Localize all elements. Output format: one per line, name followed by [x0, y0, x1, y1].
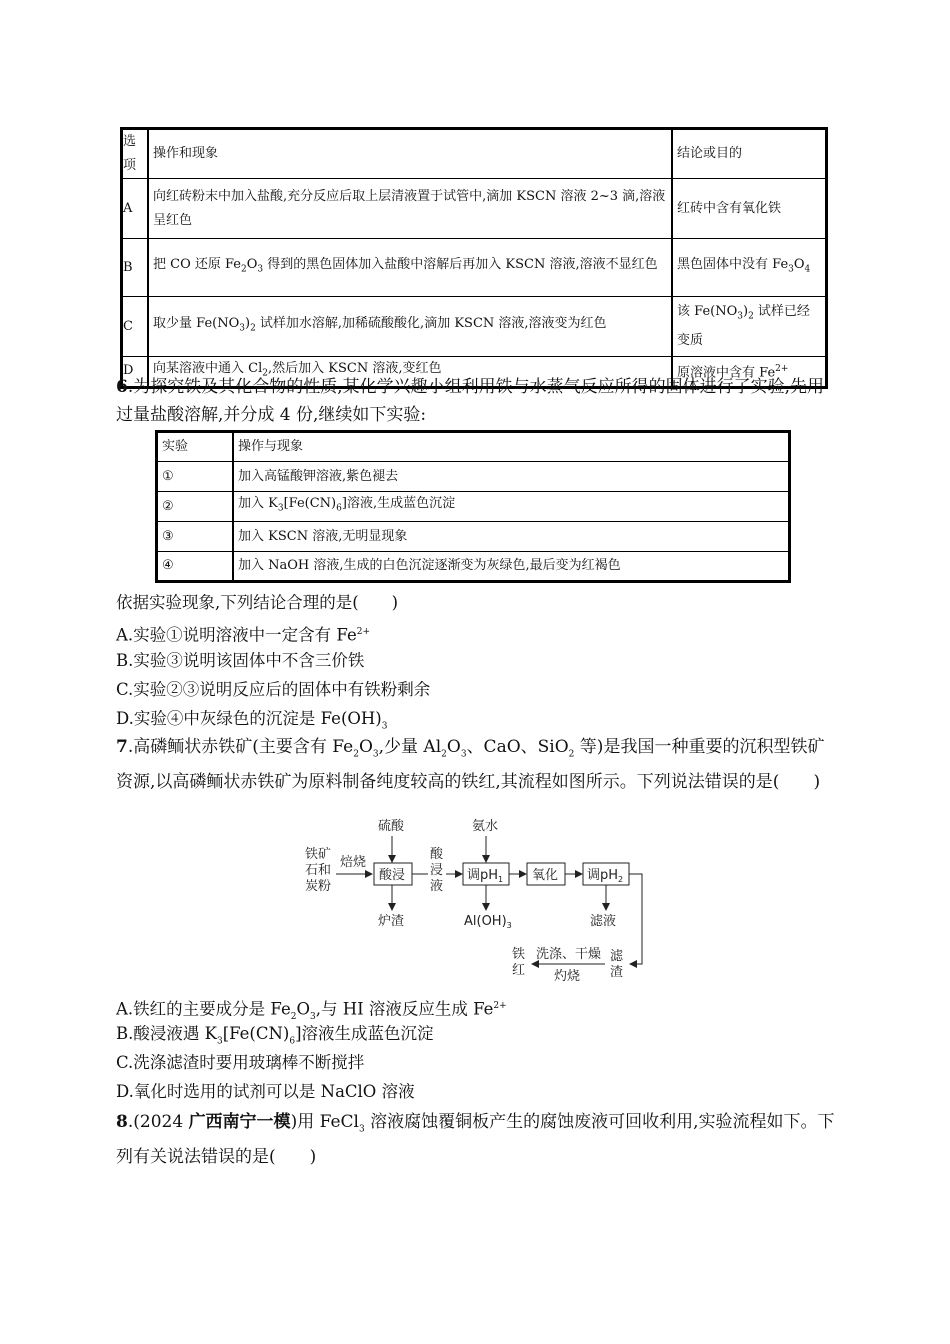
aluminum-hydroxide-label: $Al(OH)_3$ [464, 914, 512, 930]
table-row: ③ 加入 KSCN 溶液,无明显现象 [157, 522, 790, 552]
slag-label: 炉渣 [378, 914, 405, 929]
table-row: ② 加入 $K_3[Fe(CN)_6]$溶液,生成蓝色沉淀 [157, 492, 790, 522]
filtrate-label: 滤液 [590, 914, 617, 929]
question-6-stem: 依据实验现象,下列结论合理的是( ) [116, 593, 399, 612]
q7-option-d[interactable]: D.氧化时选用的试剂可以是 NaClO 溶液 [116, 1082, 415, 1101]
roast-label: 焙烧 [340, 855, 367, 870]
table-row: ① 加入高锰酸钾溶液,紫色褪去 [157, 462, 790, 492]
q6-option-b[interactable]: B.实验③说明该固体中不含三价铁 [116, 651, 365, 670]
question-7: 7.高磷鲕状赤铁矿(主要含有 $Fe_2O_3$,少量 $Al_2O_3$、CaO、SiO$_2$ 等)是我国一种重要的沉积型铁矿资源,以高磷鲕状赤铁矿为原料制备纯度较高的铁红,其流程如图所示。下列说法错误的是( ) [116, 737, 825, 793]
table-row: ④ 加入 NaOH 溶液,生成的白色沉淀逐渐变为灰绿色,最后变为红褐色 [157, 552, 790, 582]
sulfuric-acid-label: 硫酸 [378, 819, 405, 834]
row-operation: 向红砖粉末中加入盐酸,充分反应后取上层清液置于试管中,滴加 KSCN 溶液 2~3 滴,溶液呈红色 [148, 179, 672, 239]
residue-label: 渣 [610, 965, 624, 980]
wash-dry-label: 洗涤、干燥 [536, 947, 602, 962]
row-conclusion: 原溶液中含有 $Fe^{2+}$ [672, 357, 827, 388]
experiment-table [155, 430, 791, 583]
oxidation-label: 氧化 [532, 868, 559, 883]
table-row [122, 179, 827, 239]
question-8: 8.(2024 广西南宁一模)用 FeCl$_3$ 溶液腐蚀覆铜板产生的腐蚀废液可回收利用,实验流程如下。下列有关说法错误的是( ) [116, 1112, 835, 1168]
row-conclusion: 该 $Fe(NO_3)_2$ 试样已经变质 [672, 297, 827, 357]
process-flow-diagram [300, 812, 650, 992]
row-option: B [122, 239, 149, 297]
row-option: A [122, 179, 149, 239]
row-operation: 把 CO 还原 $Fe_2O_3$ 得到的黑色固体加入盐酸中溶解后再加入 KSCN 溶液,溶液不显红色 [148, 239, 672, 297]
ore-label: 石和 [305, 863, 332, 878]
q6-option-d[interactable]: D.实验④中灰绿色的沉淀是 $Fe(OH)_3$ [116, 709, 388, 732]
row-option: C [122, 297, 149, 357]
ore-label: 炭粉 [305, 879, 332, 894]
options-table [120, 127, 828, 389]
header-option: 选项 [122, 129, 149, 179]
q6-option-a[interactable]: A.实验①说明溶液中一定含有 $Fe^{2+}$ [116, 625, 370, 645]
iron-red-label: 铁 [512, 947, 526, 962]
header-experiment: 实验 [157, 432, 234, 462]
ore-label: 铁矿 [305, 847, 332, 862]
row-operation: 取少量 $Fe(NO_3)_2$ 试样加水溶解,加稀硫酸酸化,滴加 KSCN 溶液,溶液变为红色 [148, 297, 672, 357]
row-conclusion: 黑色固体中没有 $Fe_3O_4$ [672, 239, 827, 297]
header-conclusion: 结论或目的 [672, 129, 827, 179]
q7-option-b[interactable]: B.酸浸液遇 $K_3[Fe(CN)_6]$溶液生成蓝色沉淀 [116, 1024, 434, 1047]
row-operation: 向某溶液中通入 $Cl_2$,然后加入 KSCN 溶液,变红色 [148, 357, 672, 388]
residue-label: 滤 [610, 949, 624, 964]
header-operation: 操作和现象 [148, 129, 672, 179]
table-row [122, 239, 827, 297]
row-option: D [122, 357, 149, 388]
leach-liquid-label: 酸 [430, 847, 444, 862]
acid-leach-label: 酸浸 [379, 868, 406, 883]
iron-red-label: 红 [512, 963, 526, 978]
header-operation: 操作与现象 [233, 432, 790, 462]
calcine-label: 灼烧 [554, 969, 581, 984]
row-conclusion: 红砖中含有氧化铁 [672, 179, 827, 239]
q7-option-a[interactable]: A.铁红的主要成分是 $Fe_2O_3$,与 HI 溶液反应生成 $Fe^{2+}$ [116, 999, 507, 1022]
leach-liquid-label: 液 [430, 879, 444, 894]
adjust-ph1-label: 调$pH_1$ [467, 868, 504, 884]
adjust-ph2-label: 调$pH_2$ [587, 868, 624, 884]
q7-option-c[interactable]: C.洗涤滤渣时要用玻璃棒不断搅拌 [116, 1053, 365, 1072]
ammonia-label: 氨水 [472, 819, 499, 834]
table-row [122, 297, 827, 357]
leach-liquid-label: 浸 [430, 863, 444, 878]
question-6: 6.为探究铁及其化合物的性质,某化学兴趣小组利用铁与水蒸气反应所得的固体进行了实验,先用过量盐酸溶解,并分成 4 份,继续如下实验: [116, 377, 825, 425]
q6-option-c[interactable]: C.实验②③说明反应后的固体中有铁粉剩余 [116, 680, 431, 699]
